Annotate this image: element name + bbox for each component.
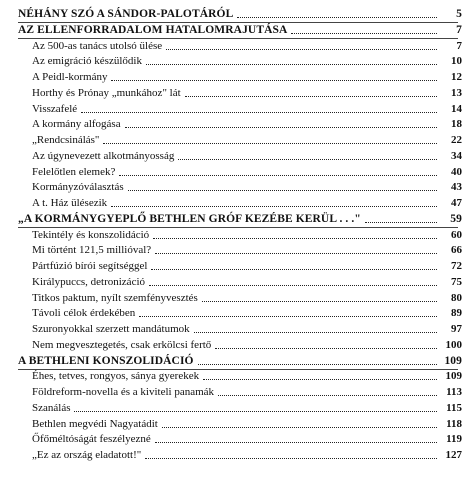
toc-title: Horthy és Prónay „munkához" lát	[32, 86, 181, 99]
toc-page-number: 66	[451, 244, 462, 257]
toc-entry	[0, 274, 476, 289]
toc-page-number: 43	[451, 181, 462, 194]
toc-entry	[0, 290, 476, 305]
toc-entry	[0, 321, 476, 336]
toc-page-number: 34	[451, 149, 462, 162]
toc-title: A BETHLENI KONSZOLIDÁCIÓ	[18, 354, 194, 367]
dot-leader	[81, 111, 437, 113]
toc-title: „Rendcsinálás"	[32, 134, 100, 146]
toc-entry	[0, 69, 476, 84]
toc-page-number: 7	[456, 23, 462, 36]
dot-leader	[178, 158, 437, 160]
toc-page-number: 13	[451, 86, 462, 99]
toc-title: Távoli célok érdekében	[32, 307, 136, 320]
toc-page-number: 113	[446, 386, 462, 398]
dot-leader	[218, 394, 437, 396]
toc-entry	[0, 101, 476, 116]
toc-page-number: 89	[451, 307, 462, 320]
toc-entry	[0, 116, 476, 131]
toc-title: Nem megvesztegetés, csak erkölcsi fertő	[32, 338, 212, 351]
toc-title: Titkos paktum, nyílt szemfényvesztés	[32, 291, 198, 304]
dot-leader	[149, 284, 437, 286]
toc-entry	[0, 258, 476, 273]
toc-page-number: 14	[451, 102, 462, 115]
toc-page-number: 47	[451, 197, 462, 209]
dot-leader	[365, 221, 437, 223]
toc-page-number: 100	[445, 338, 462, 351]
toc-page-number: 97	[451, 323, 462, 335]
toc-entry	[0, 384, 476, 399]
dot-leader	[128, 189, 437, 191]
toc-page-number: 60	[451, 228, 462, 241]
dot-leader	[103, 142, 437, 144]
toc-entry	[0, 132, 476, 147]
dot-leader	[111, 79, 437, 81]
toc-entry	[0, 416, 476, 431]
dot-leader	[146, 63, 437, 65]
toc-title: Mi történt 121,5 millióval?	[32, 244, 152, 257]
toc-title: „A KORMÁNYGYEPLŐ BETHLEN GRÓF KEZÉBE KERÜL . . ."	[18, 212, 361, 225]
toc-entry	[0, 400, 476, 415]
toc-section	[0, 22, 476, 37]
toc-title: Az emigráció készülődik	[32, 55, 142, 68]
toc-page-number: 127	[445, 449, 462, 461]
dot-leader	[203, 378, 437, 380]
toc-title: Földreform-novella és a kiviteli panamák	[32, 386, 215, 398]
dot-leader	[125, 126, 437, 128]
toc-entry	[0, 85, 476, 100]
toc-title: Szanálás	[32, 401, 71, 414]
toc-entry	[0, 242, 476, 257]
toc-entry	[0, 53, 476, 68]
toc-title: Az 500-as tanács utolsó ülése	[32, 39, 163, 52]
dot-leader	[151, 268, 437, 270]
toc-page-number: 10	[451, 55, 462, 68]
toc-page-number: 18	[451, 118, 462, 131]
toc-entry	[0, 368, 476, 383]
toc-title: Őfőméltóságát feszélyezné	[32, 433, 151, 446]
toc-page-number: 5	[456, 8, 462, 20]
toc-page-number: 80	[451, 291, 462, 304]
toc-page-number: 7	[456, 39, 462, 52]
toc-page-number: 75	[451, 275, 462, 288]
toc-entry	[0, 431, 476, 446]
toc-title: A kormány alfogása	[32, 118, 121, 131]
toc-title: Az úgynevezett alkotmányosság	[32, 149, 175, 162]
dot-leader	[198, 363, 437, 365]
dot-leader	[194, 331, 437, 333]
toc-page-number: 109	[445, 370, 462, 383]
toc-title: A t. Ház ülésezik	[32, 197, 108, 209]
dot-leader	[145, 457, 437, 459]
toc-title: Tekintély és konszolidáció	[32, 228, 150, 241]
toc-title: Szuronyokkal szerzett mandátumok	[32, 323, 190, 335]
toc-title: Királypuccs, detronizáció	[32, 275, 146, 288]
dot-leader	[155, 441, 437, 443]
toc-title: „Ez az ország eladatott!"	[32, 449, 142, 461]
dot-leader	[155, 252, 437, 254]
toc-entry	[0, 337, 476, 352]
toc-entry	[0, 447, 476, 462]
dot-leader	[139, 315, 437, 317]
toc-title: Visszafelé	[32, 102, 78, 115]
toc-entry	[0, 305, 476, 320]
toc-entry	[0, 227, 476, 242]
toc-title: Bethlen megvédi Nagyatádit	[32, 417, 158, 430]
dot-leader	[291, 32, 437, 34]
toc-section	[0, 6, 476, 21]
toc-page-number: 72	[451, 260, 462, 272]
toc-page-number: 109	[444, 354, 462, 367]
toc-section	[0, 211, 476, 226]
toc-page-number: 12	[451, 71, 462, 83]
toc-section	[0, 353, 476, 368]
toc-page-number: 22	[451, 134, 462, 146]
dot-leader	[215, 347, 437, 349]
toc-entry	[0, 164, 476, 179]
toc-page-number: 59	[450, 212, 462, 225]
dot-leader	[74, 410, 437, 412]
toc-title: A Peidl-kormány	[32, 71, 108, 83]
toc-entry	[0, 38, 476, 53]
dot-leader	[185, 95, 437, 97]
toc-page-number: 40	[451, 165, 462, 178]
dot-leader	[202, 300, 437, 302]
dot-leader	[237, 16, 437, 18]
toc-page-number: 115	[446, 401, 462, 414]
toc-title: Felelőtlen elemek?	[32, 165, 116, 178]
toc-title: AZ ELLENFORRADALOM HATALOMRAJUTÁSA	[18, 23, 288, 36]
toc-title: Kormányzóválasztás	[32, 181, 124, 194]
toc-entry	[0, 179, 476, 194]
dot-leader	[119, 174, 437, 176]
dot-leader	[166, 48, 437, 50]
toc-title: Éhes, tetves, rongyos, sánya gyerekek	[32, 370, 200, 383]
toc-page-number: 118	[446, 417, 462, 430]
toc-entry	[0, 195, 476, 210]
dot-leader	[111, 205, 437, 207]
toc-title: NÉHÁNY SZÓ A SÁNDOR-PALOTÁRÓL	[18, 8, 234, 20]
toc-title: Pártfúzió bírói segítséggel	[32, 260, 148, 272]
toc-entry	[0, 148, 476, 163]
toc-page-number: 119	[446, 433, 462, 446]
dot-leader	[162, 426, 437, 428]
dot-leader	[153, 237, 437, 239]
